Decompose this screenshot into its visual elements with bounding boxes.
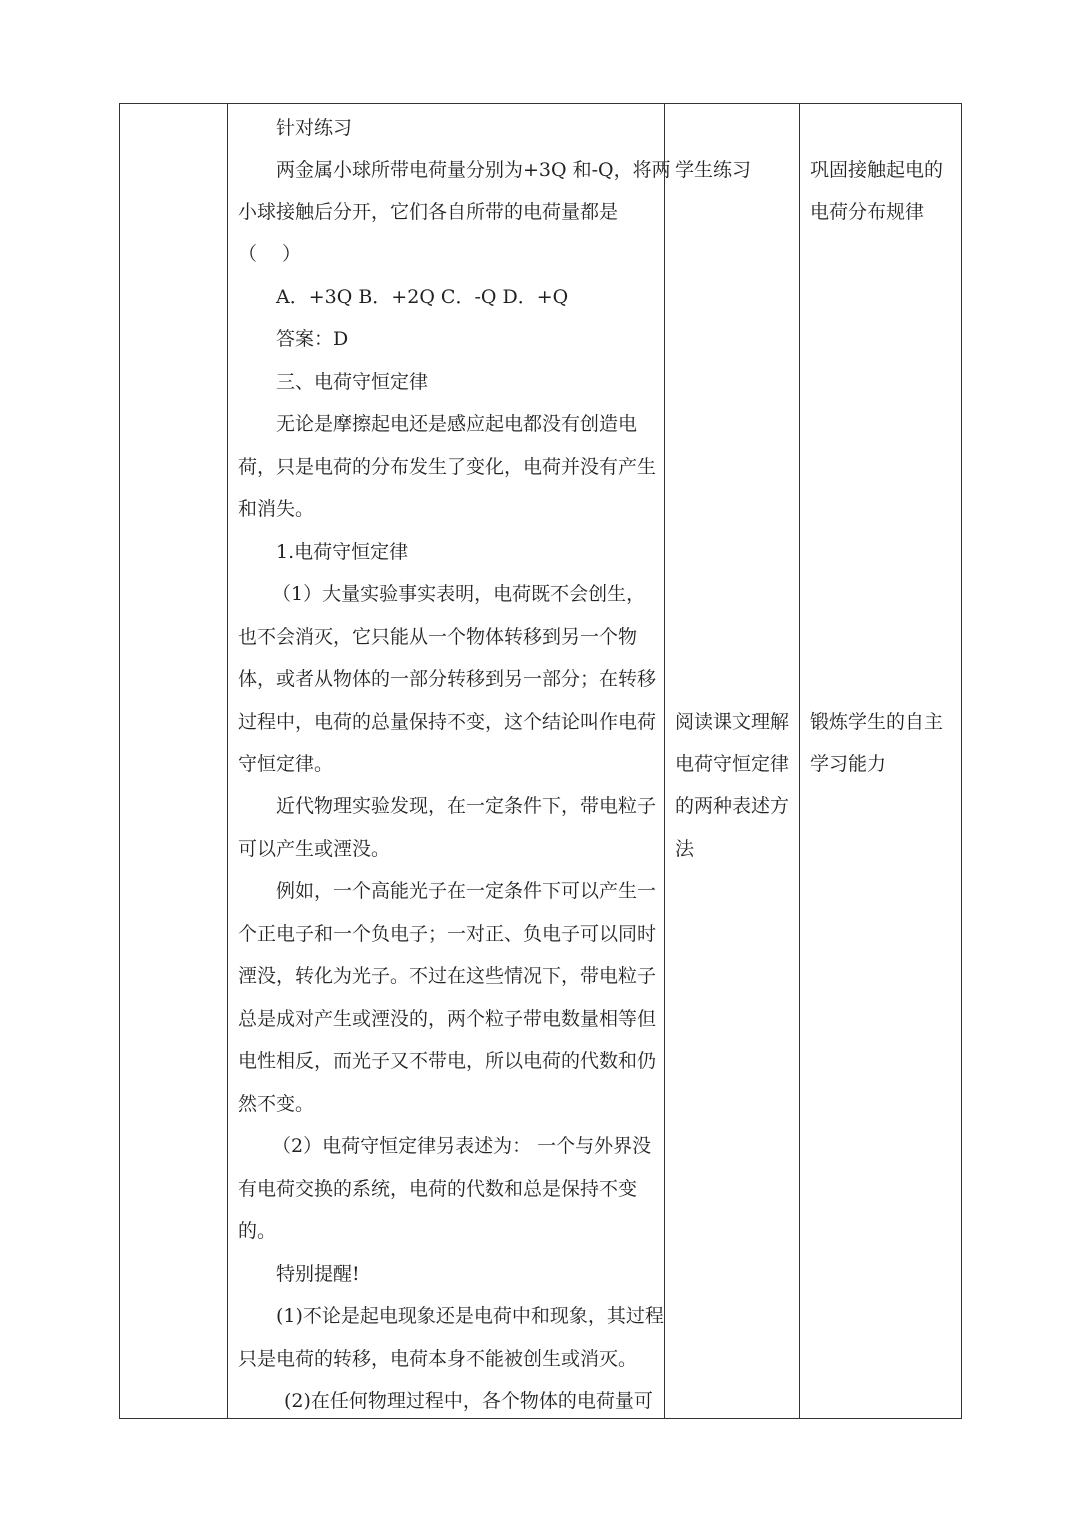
teaching-stage-column <box>120 104 228 1418</box>
content-line: 和消失。 <box>238 498 315 520</box>
content-line: 小球接触后分开，它们各自所带的电荷量都是 <box>238 201 619 223</box>
design-intent-text: 巩固接触起电的 <box>810 159 944 181</box>
content-line: (1)不论是起电现象还是电荷中和现象，其过程 <box>276 1305 664 1327</box>
content-line: 也不会消灭，它只能从一个物体转移到另一个物 <box>238 626 638 648</box>
content-line: 荷，只是电荷的分布发生了变化，电荷并没有产生 <box>238 456 657 478</box>
student-activity-text: 电荷守恒定律 <box>675 753 790 775</box>
content-line: 例如，一个高能光子在一定条件下可以产生一 <box>276 880 657 902</box>
content-line: 只是电荷的转移，电荷本身不能被创生或消灭。 <box>238 1348 638 1370</box>
reminder-heading: 特别提醒! <box>276 1263 360 1285</box>
content-line: 总是成对产生或湮没的，两个粒子带电数量相等但 <box>238 1008 657 1030</box>
student-activity-column <box>665 104 800 1418</box>
design-intent-text: 锻炼学生的自主 <box>810 711 944 733</box>
content-line: 然不变。 <box>238 1093 315 1115</box>
content-line: 的。 <box>238 1220 277 1242</box>
section-heading: 三、电荷守恒定律 <box>276 371 429 393</box>
content-line: 无论是摩擦起电还是感应起电都没有创造电 <box>276 413 638 435</box>
student-activity-text: 学生练习 <box>675 159 752 181</box>
student-activity-text: 的两种表述方 <box>675 795 790 817</box>
content-line: 湮没，转化为光子。不过在这些情况下，带电粒子 <box>238 965 657 987</box>
content-line: 有电荷交换的系统，电荷的代数和总是保持不变 <box>238 1178 638 1200</box>
content-line: 过程中，电荷的总量保持不变，这个结论叫作电荷 <box>238 711 657 733</box>
design-intent-text: 电荷分布规律 <box>810 201 925 223</box>
practice-heading: 针对练习 <box>276 117 353 139</box>
content-line: 两金属小球所带电荷量分别为+3Q 和-Q，将两 <box>276 159 671 181</box>
content-line: 个正电子和一个负电子；一对正、负电子可以同时 <box>238 923 657 945</box>
student-activity-text: 法 <box>675 838 695 860</box>
content-line: （1）大量实验事实表明，电荷既不会创生， <box>272 583 646 605</box>
content-line: 电性相反，而光子又不带电，所以电荷的代数和仍 <box>238 1050 657 1072</box>
subsection-heading: 1.电荷守恒定律 <box>276 541 409 563</box>
content-line: 体，或者从物体的一部分转移到另一部分；在转移 <box>238 668 657 690</box>
design-intent-column <box>800 104 961 1418</box>
student-activity-text: 阅读课文理解 <box>675 711 790 733</box>
lesson-plan-table <box>119 103 962 1419</box>
content-line: 近代物理实验发现，在一定条件下，带电粒子 <box>276 795 657 817</box>
content-line: （ ） <box>238 243 302 265</box>
content-line: 守恒定律。 <box>238 753 334 775</box>
content-line: 可以产生或湮没。 <box>238 838 391 860</box>
design-intent-text: 学习能力 <box>810 753 887 775</box>
options-line: A．+3Q B．+2Q C．-Q D．+Q <box>276 286 569 308</box>
answer-line: 答案：D <box>276 328 349 350</box>
content-line: (2)在任何物理过程中，各个物体的电荷量可 <box>284 1390 653 1412</box>
teaching-content-column <box>228 104 671 1418</box>
content-line: （2）电荷守恒定律另表述为： 一个与外界没 <box>272 1135 652 1157</box>
